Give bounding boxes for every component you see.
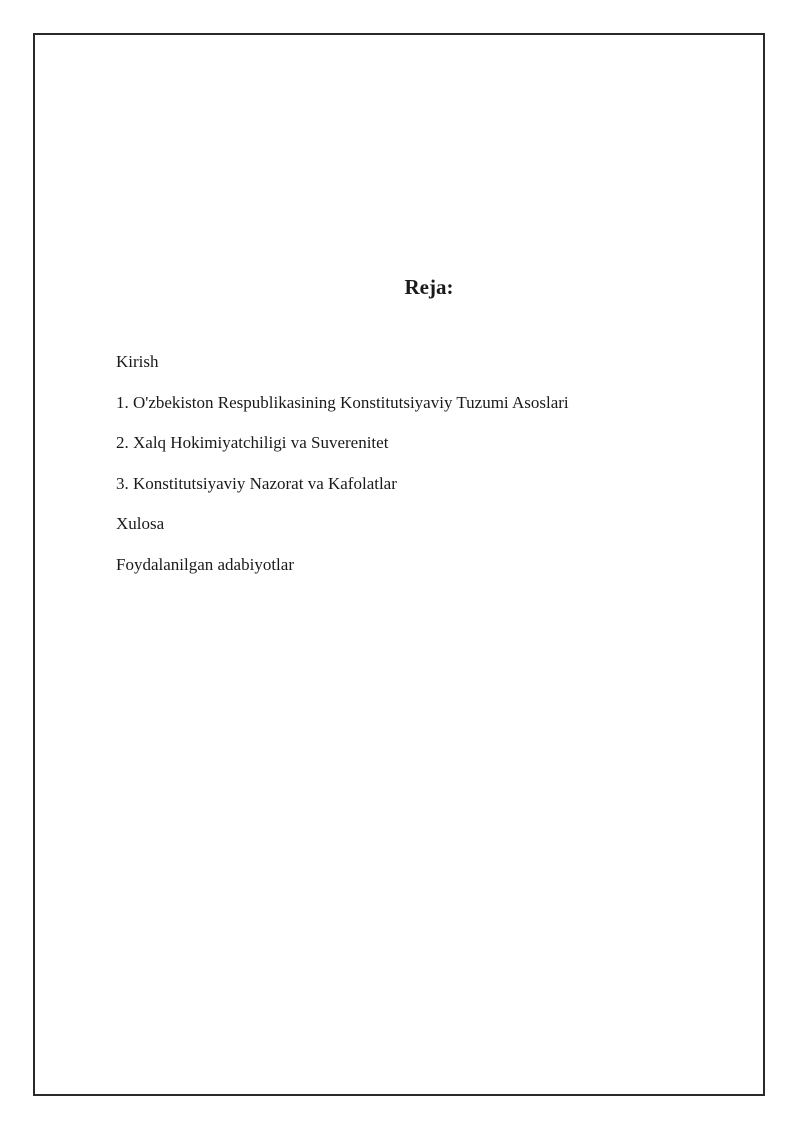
toc-item-1: 1. O'zbekiston Respublikasining Konstitutsiyaviy Tuzumi Asoslari bbox=[116, 392, 569, 412]
table-of-contents bbox=[116, 350, 569, 593]
page-title: Reja: bbox=[404, 275, 454, 299]
toc-item-conclusion: Xulosa bbox=[116, 514, 165, 533]
toc-item-introduction: Kirish bbox=[116, 352, 159, 371]
toc-item-3: 3. Konstitutsiyaviy Nazorat va Kafolatlar bbox=[116, 473, 397, 493]
toc-item-2: 2. Xalq Hokimiyatchiligi va Suverenitet bbox=[116, 433, 389, 452]
toc-item-references: Foydalanilgan adabiyotlar bbox=[116, 554, 294, 574]
